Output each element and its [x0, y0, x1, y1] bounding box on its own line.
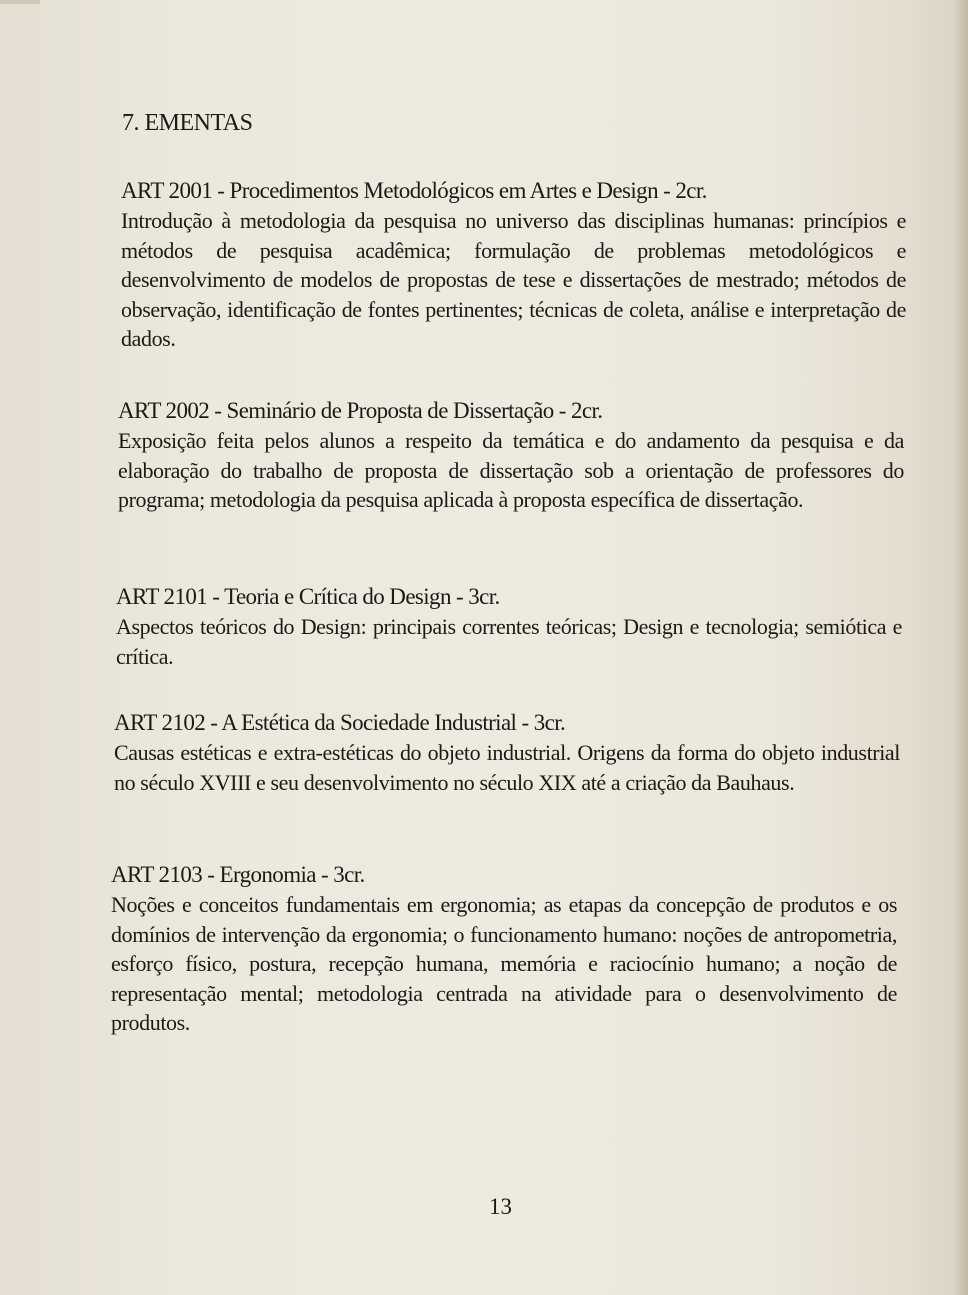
- ementa-art-2103: [111, 860, 897, 1038]
- ementa-art-2101: [116, 582, 902, 671]
- ementa-body: Noções e conceitos fundamentais em ergonomia; as etapas da concepção de produtos e os domínios de intervenção da ergonomia; o funcionamento humano: noções de antropometria, esforço físico, postura, recepção humana, memória e raciocínio humano; a noção de representação mental; metodologia centrada na atividade para o desenvolvimento de produtos.: [111, 892, 897, 1035]
- page-edge-shadow: [954, 0, 968, 1295]
- section-heading: 7. EMENTAS: [122, 110, 253, 136]
- ementa-body: Aspectos teóricos do Design: principais correntes teóricas; Design e tecnologia; semiótica e crítica.: [116, 614, 902, 669]
- ementa-body: Exposição feita pelos alunos a respeito da temática e do andamento da pesquisa e da elaboração do trabalho de proposta de dissertação sob a orientação de professores do programa; metodologia da pesquisa aplicada à proposta específica de dissertação.: [118, 428, 904, 512]
- page-corner-mark: [0, 0, 40, 4]
- ementa-art-2002: [118, 396, 904, 515]
- page-number: 13: [489, 1194, 512, 1219]
- ementa-title: ART 2102 - A Estética da Sociedade Industrial - 3cr.: [114, 710, 566, 735]
- ementa-body: Causas estéticas e extra-estéticas do objeto industrial. Origens da forma do objeto industrial no século XVIII e seu desenvolvimento no século XIX até a criação da Bauhaus.: [114, 740, 900, 795]
- ementa-title: ART 2001 - Procedimentos Metodológicos em Artes e Design - 2cr.: [121, 178, 707, 203]
- ementa-art-2001: [121, 176, 906, 354]
- ementa-title: ART 2002 - Seminário de Proposta de Dissertação - 2cr.: [118, 398, 603, 423]
- ementa-title: ART 2101 - Teoria e Crítica do Design - 3cr.: [116, 584, 500, 609]
- ementa-body: Introdução à metodologia da pesquisa no universo das disciplinas humanas: princípios e métodos de pesquisa acadêmica; formulação de problemas metodológicos e desenvolvimento de modelos de propostas de tese e dissertações de mestrado; métodos de observação, identificação de fontes pertinentes; técnicas de coleta, análise e interpretação de dados.: [121, 208, 906, 351]
- ementa-title: ART 2103 - Ergonomia - 3cr.: [111, 862, 365, 887]
- ementa-art-2102: [114, 708, 900, 797]
